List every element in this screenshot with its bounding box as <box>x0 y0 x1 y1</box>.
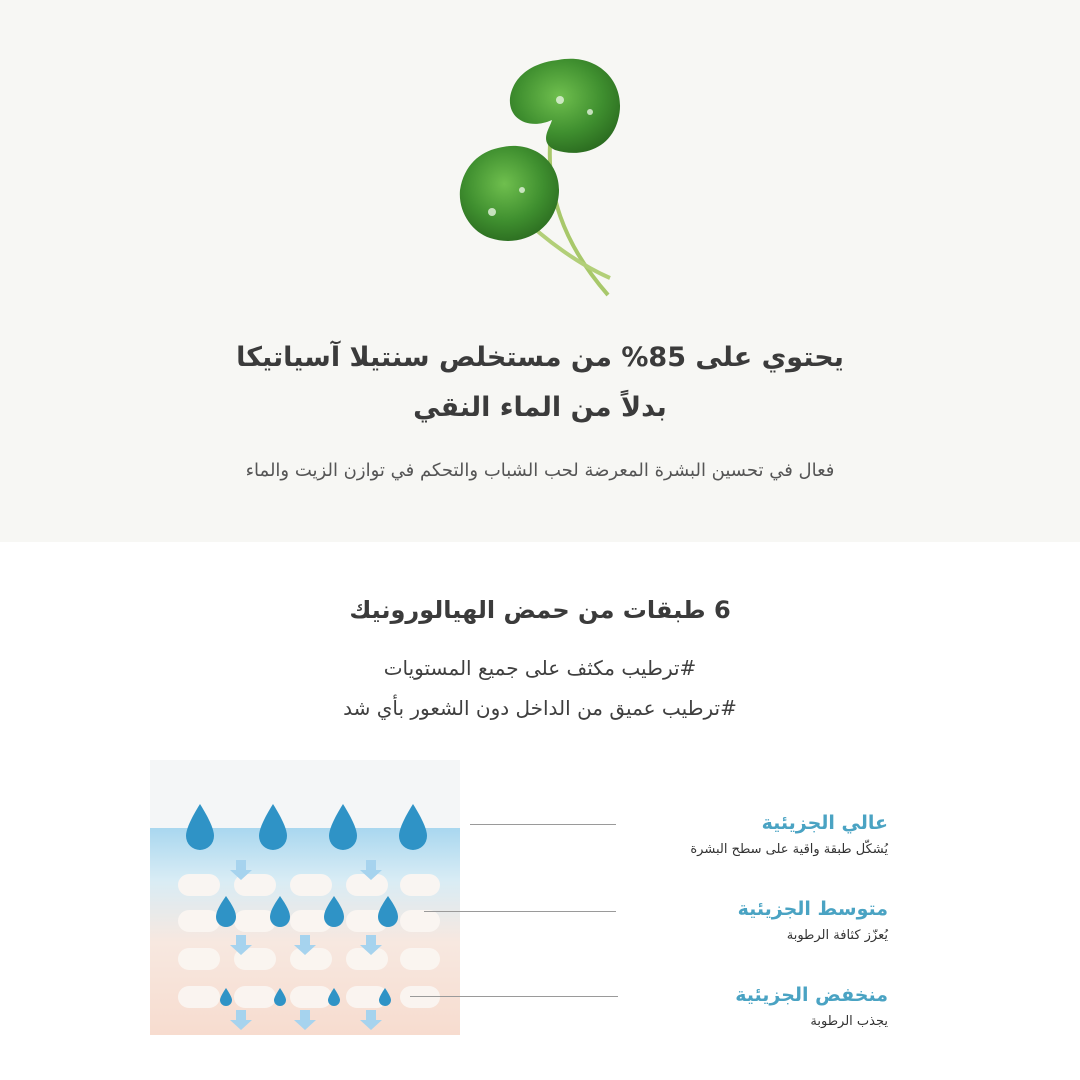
layer-medium-description: يُعزّز كثافة الرطوبة <box>786 928 888 943</box>
layer-medium <box>588 898 888 943</box>
centella-leaf-icon <box>450 50 630 310</box>
layer-low-description: يجذب الرطوبة <box>810 1014 888 1029</box>
layer-high <box>588 812 888 857</box>
hashtag-2: #ترطيب عميق من الداخل دون الشعور بأي شد <box>343 696 737 720</box>
connector-line-low <box>410 996 618 997</box>
layer-low-title: منخفض الجزيئية <box>735 984 888 1006</box>
layer-low <box>588 984 888 1029</box>
layer-high-description: يُشكّل طبقة واقية على سطح البشرة <box>690 842 888 857</box>
hashtag-1: #ترطيب مكثف على جميع المستويات <box>383 656 697 680</box>
hyaluronic-title: 6 طبقات من حمض الهيالورونيك <box>349 596 731 624</box>
intro-subtext: فعال في تحسين البشرة المعرضة لحب الشباب والتحكم في توازن الزيت والماء <box>245 460 835 481</box>
layer-medium-title: متوسط الجزيئية <box>737 898 888 920</box>
headline-line-1: يحتوي على 85% من مستخلص سنتيلا آسياتيكا <box>236 342 844 373</box>
headline-line-2: بدلاً من الماء النقي <box>413 392 667 423</box>
layer-high-title: عالي الجزيئية <box>761 812 888 834</box>
skin-layer-diagram <box>150 760 470 1040</box>
